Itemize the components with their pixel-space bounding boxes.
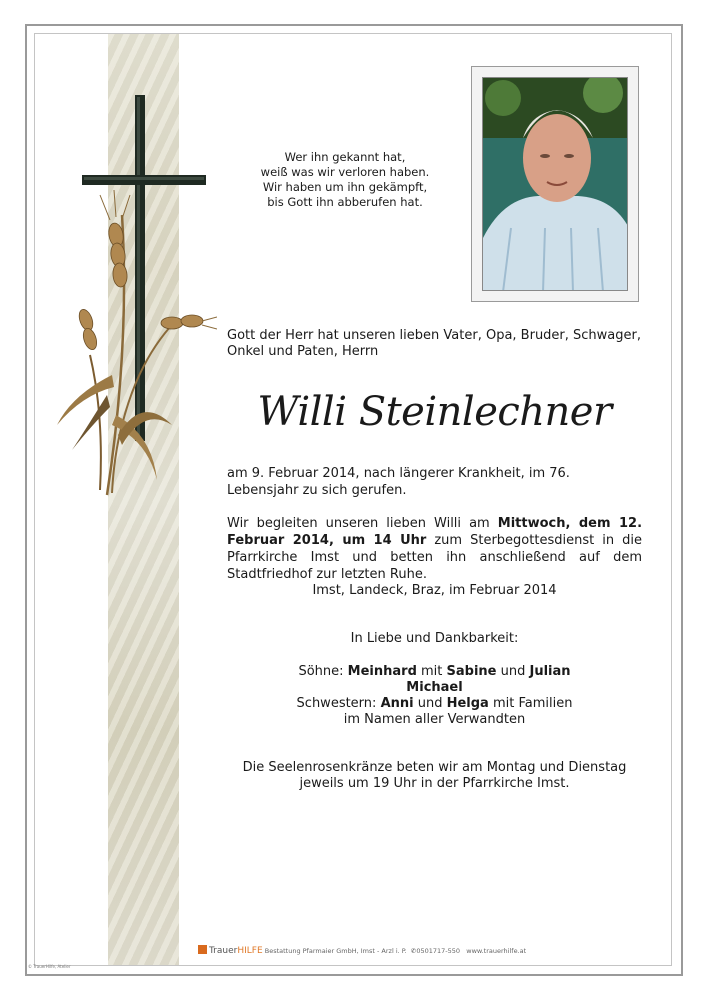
funeral-text-part1: Wir begleiten unseren lieben Willi am <box>227 516 498 531</box>
gratitude-line: In Liebe und Dankbarkeit: <box>350 631 519 646</box>
funeral-text-part2: zum Sterbegottesdienst in die Pfarrkirche Imst und betten ihn anschließend auf dem Stadtfriedhof zur letzten Ruhe. <box>227 533 642 582</box>
connector: und <box>496 664 530 679</box>
relatives-line: im Namen aller Verwandten <box>343 712 526 727</box>
portrait-photo <box>482 77 628 291</box>
family-list <box>227 664 642 728</box>
sons-line <box>227 664 642 680</box>
grandson-name: Michael <box>406 680 463 695</box>
poem-line: weiß was wir verloren haben. <box>260 165 430 179</box>
phone-icon: ✆ <box>410 947 417 955</box>
cross-with-wheat-icon <box>52 95 217 505</box>
poem-line: Wer ihn gekannt hat, <box>284 150 406 164</box>
funeral-text <box>227 515 642 583</box>
partner-name: Sabine <box>446 664 497 679</box>
logo-text-part2: HILFE <box>237 946 263 956</box>
sister-name: Helga <box>446 696 489 711</box>
rosary-info <box>227 760 642 792</box>
memorial-poem <box>240 150 450 210</box>
intro-text: Gott der Herr hat unseren lieben Vater, Opa, Bruder, Schwager, Onkel und Paten, Herrn <box>227 328 642 359</box>
death-date-text: am 9. Februar 2014, nach längerer Krankheit, im 76. Lebensjahr zu sich gerufen. <box>227 466 570 498</box>
website-link[interactable]: www.trauerhilfe.at <box>466 947 527 955</box>
copyright: © TrauerHilfe, Atelier <box>28 964 71 969</box>
portrait-image <box>483 78 628 291</box>
son-name: Meinhard <box>347 664 417 679</box>
connector: mit <box>416 664 447 679</box>
phone-number: 0501717-550 <box>416 947 461 955</box>
sons-label: Söhne: <box>298 664 348 679</box>
poem-line: bis Gott ihn abberufen hat. <box>267 195 423 209</box>
company-name: Bestattung Pfarmaier GmbH, Imst - Arzl i. P. <box>264 947 407 955</box>
trauerhilfe-logo-icon <box>198 945 207 954</box>
deceased-name: Willi Steinlechner <box>257 389 612 435</box>
sisters-line <box>227 696 642 712</box>
connector: mit Familien <box>488 696 573 711</box>
place-date: Imst, Landeck, Braz, im Februar 2014 <box>312 583 557 598</box>
logo-text-part1: Trauer <box>209 946 238 956</box>
grandson-name: Julian <box>529 664 571 679</box>
rosary-line: jeweils um 19 Uhr in der Pfarrkirche Imst. <box>299 776 570 791</box>
footer <box>198 945 598 957</box>
portrait-frame <box>471 66 639 302</box>
sister-name: Anni <box>380 696 414 711</box>
grandson-line <box>227 680 642 696</box>
poem-line: Wir haben um ihn gekämpft, <box>262 180 428 194</box>
sisters-label: Schwestern: <box>296 696 381 711</box>
rosary-line: Die Seelenrosenkränze beten wir am Montag und Dienstag <box>242 760 627 775</box>
funeral-date-time: Mittwoch, dem 12. Februar 2014, um 14 Uhr <box>227 516 643 548</box>
connector: und <box>413 696 447 711</box>
